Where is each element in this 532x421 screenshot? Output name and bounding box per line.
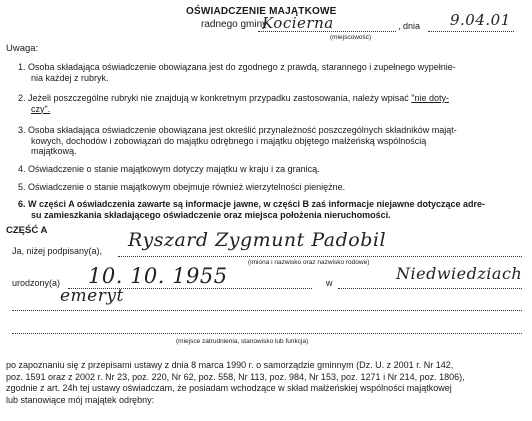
item-number: 1. (18, 62, 26, 72)
footer-line: poz. 1591 oraz z 2002 r. Nr 23, poz. 220, Nr 62, poz. 558, Nr 113, poz. 984, Nr 153, poz. 1271 i Nr 214, poz. 1806), (6, 371, 465, 382)
item-line: nia każdej z rubryk. (31, 72, 109, 83)
born-place-handwritten: Niedwiedziach (396, 264, 523, 283)
born-place-line (338, 288, 522, 289)
item-number: 2. (18, 93, 26, 103)
date-handwritten: 9.04.01 (450, 11, 511, 29)
footer-line: lub stanowiące mój majątek odrębny: (6, 394, 155, 405)
item-number: 4. (18, 164, 26, 174)
item-line: W części A oświadczenia zawarte są informacje jawne, w części B zaś informacje niejawne dotyczące adre- (28, 199, 486, 209)
item-line: majątkową. (31, 146, 77, 156)
item-number: 5. (18, 182, 26, 192)
item-line: Osoba składająca oświadczenie obowiązana jest określić przynależność poszczególnych składników mająt- (28, 125, 457, 135)
name-caption: (imiona i nazwisko oraz nazwisko rodowe) (248, 259, 370, 266)
uwaga-item-4 (18, 164, 320, 175)
place-caption: (miejscowość) (330, 34, 372, 41)
item-line: czy". (31, 103, 51, 114)
item-line: Jeżeli poszczególne rubryki nie znajdują w konkretnym przypadku zastosowania, należy wpisać (28, 93, 409, 103)
footer-line: zgodnie z art. 24h tej ustawy oświadczam, że posiadam wchodzące w skład małżeńskiej wspólności majątkowej (6, 383, 452, 393)
footer-line: po zapoznaniu się z przepisami ustawy z dnia 8 marca 1990 r. o samorządzie gminnym (Dz. U. z 2001 r. Nr 142, (6, 360, 454, 370)
item-line: Osoba składająca oświadczenie obowiązana jest do zgodnego z prawdą, starannego i zupełnego wypełnie- (28, 62, 456, 72)
item-number: 6. (18, 199, 26, 209)
uwaga-item-1 (18, 62, 456, 83)
gmina-handwritten: Kocierna (262, 14, 334, 32)
document-title: OŚWIADCZENIE MAJĄTKOWE (186, 6, 337, 17)
name-handwritten: Ryszard Zygmunt Padobil (128, 229, 387, 251)
item-line: su zamieszkania składającego oświadczenie oraz miejsca położenia nieruchomości. (31, 209, 391, 220)
legal-footer (6, 360, 465, 406)
uwaga-item-6 (18, 199, 485, 220)
date-label: , dnia (398, 21, 421, 31)
item-line: kowych, dochodów i zobowiązań do majątku odrębnego i majątku objętego małżeńską wspólnością (31, 135, 427, 146)
ja-label: Ja, niżej podpisany(a), (12, 246, 103, 256)
employment-handwritten: emeryt (60, 286, 124, 306)
employment-line-2 (12, 333, 522, 334)
uwaga-item-2 (18, 93, 449, 114)
uwaga-item-3 (18, 125, 457, 157)
item-line: Oświadczenie o stanie majątkowym dotyczy majątku w kraju i za granicą. (28, 164, 320, 174)
czesc-a-heading: CZĘŚĆ A (6, 225, 48, 236)
born-date-handwritten: 10. 10. 1955 (88, 264, 228, 288)
gmina-line (258, 31, 396, 32)
uwaga-heading: Uwaga: (6, 43, 39, 54)
w-label: w (326, 278, 333, 288)
item-number: 3. (18, 125, 26, 135)
document-subtitle: radnego gminy (201, 19, 268, 30)
uwaga-item-5 (18, 182, 345, 193)
date-line (428, 31, 514, 32)
name-line (118, 256, 522, 257)
employment-line-1 (12, 310, 522, 311)
item-quote: "nie doty- (411, 93, 449, 103)
employment-caption: (miejsce zatrudnienia, stanowisko lub funkcja) (176, 338, 309, 345)
item-line: Oświadczenie o stanie majątkowym obejmuje również wierzytelności pieniężne. (28, 182, 346, 192)
born-label: urodzony(a) (12, 278, 61, 288)
